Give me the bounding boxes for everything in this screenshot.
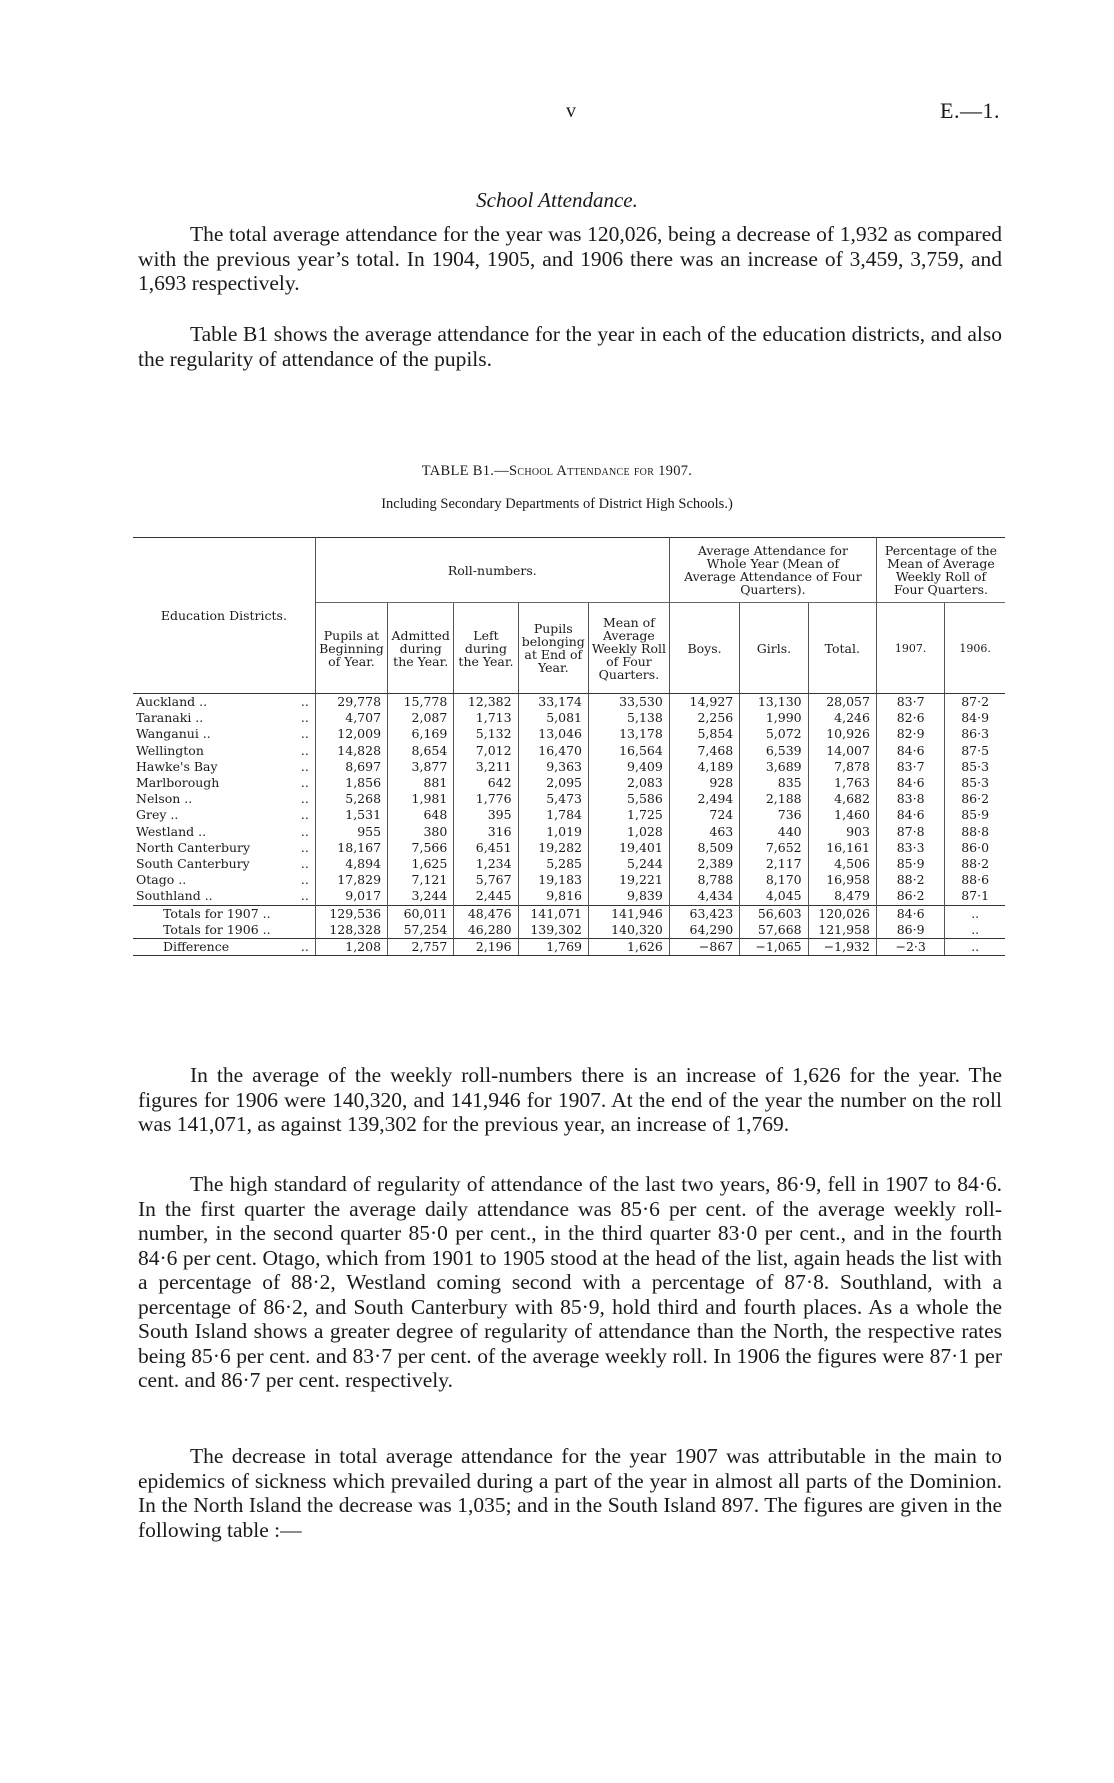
table-row bbox=[133, 726, 1005, 742]
paragraph-decrease: The decrease in total average attendance for the year 1907 was attributable in the main to epidemics of sickness which prevailed during a part of the year in almost all parts of the Dominion. In the North Island the decrease was 1,035; and in the South Island 897. The figures are given in the following table :— bbox=[138, 1444, 1002, 1542]
cell-left: 3,211 bbox=[454, 759, 518, 775]
cell-admitted: 7,566 bbox=[388, 840, 454, 856]
cell-pct-1906: 86·0 bbox=[945, 840, 1005, 856]
district-name-text: Totals for 1907 .. bbox=[163, 905, 271, 921]
cell-belonging-end: 1,769 bbox=[518, 939, 588, 956]
paragraph-roll-numbers: In the average of the weekly roll-numbers there is an increase of 1,626 for the year. The figures for 1906 were 140,320, and 141,946 for 1907. At the end of the year the number on the roll was 141,071, as against 139,302 for the previous year, an increase of 1,769. bbox=[138, 1063, 1002, 1136]
cell-left: 316 bbox=[454, 824, 518, 840]
table-row bbox=[133, 743, 1005, 759]
cell-girls: 57,668 bbox=[740, 922, 808, 939]
cell-mean-weekly: 1,725 bbox=[589, 807, 670, 823]
cell-left: 5,767 bbox=[454, 872, 518, 888]
cell-admitted: 1,625 bbox=[388, 856, 454, 872]
header-districts: Education Districts. bbox=[133, 538, 315, 694]
cell-pct-1906: 86·3 bbox=[945, 726, 1005, 742]
leader-dots: .. bbox=[300, 726, 309, 742]
header-boys: Boys. bbox=[669, 603, 739, 694]
district-name-text: Totals for 1906 .. bbox=[163, 921, 271, 937]
cell-belonging-end: 2,095 bbox=[518, 775, 588, 791]
header-avg-attendance: Average Attendance for Whole Year (Mean of Average Attendance of Four Quarters). bbox=[669, 538, 876, 603]
cell-pct-1906: 87·2 bbox=[945, 694, 1005, 711]
cell-girls: 6,539 bbox=[740, 743, 808, 759]
cell-total: 121,958 bbox=[808, 922, 876, 939]
cell-pupils-beginning: 955 bbox=[315, 824, 387, 840]
cell-belonging-end: 1,784 bbox=[518, 807, 588, 823]
cell-pupils-beginning: 4,894 bbox=[315, 856, 387, 872]
cell-pct-1906: 85·3 bbox=[945, 775, 1005, 791]
cell-admitted: 8,654 bbox=[388, 743, 454, 759]
district-name bbox=[133, 726, 315, 742]
district-name bbox=[133, 856, 315, 872]
cell-mean-weekly: 19,221 bbox=[589, 872, 670, 888]
cell-mean-weekly: 1,028 bbox=[589, 824, 670, 840]
table-row bbox=[133, 939, 1005, 956]
cell-boys: 2,389 bbox=[669, 856, 739, 872]
district-name-text: Wellington bbox=[136, 742, 204, 758]
leader-dots: .. bbox=[300, 939, 309, 955]
district-name bbox=[133, 872, 315, 888]
cell-total: −1,932 bbox=[808, 939, 876, 956]
cell-pct-1907: 82·6 bbox=[876, 710, 944, 726]
cell-total: 120,026 bbox=[808, 905, 876, 922]
district-name-text: North Canterbury bbox=[136, 839, 251, 855]
district-name-text: Grey .. bbox=[136, 807, 179, 823]
cell-pct-1906: .. bbox=[945, 922, 1005, 939]
cell-girls: 13,130 bbox=[740, 694, 808, 711]
cell-pupils-beginning: 1,208 bbox=[315, 939, 387, 956]
cell-pct-1906: 84·9 bbox=[945, 710, 1005, 726]
cell-pupils-beginning: 128,328 bbox=[315, 922, 387, 939]
district-name bbox=[133, 888, 315, 905]
cell-mean-weekly: 5,244 bbox=[589, 856, 670, 872]
cell-left: 48,476 bbox=[454, 905, 518, 922]
leader-dots: .. bbox=[300, 872, 309, 888]
leader-dots: .. bbox=[300, 710, 309, 726]
cell-belonging-end: 9,363 bbox=[518, 759, 588, 775]
cell-pupils-beginning: 5,268 bbox=[315, 791, 387, 807]
cell-pupils-beginning: 17,829 bbox=[315, 872, 387, 888]
district-name-text: Westland .. bbox=[136, 823, 207, 839]
cell-girls: 736 bbox=[740, 807, 808, 823]
table-row bbox=[133, 840, 1005, 856]
page-number: v bbox=[566, 100, 576, 122]
cell-left: 7,012 bbox=[454, 743, 518, 759]
cell-pct-1906: 85·3 bbox=[945, 759, 1005, 775]
paragraph-table-intro: Table B1 shows the average attendance for the year in each of the education districts, and also the regularity of attendance of the pupils. bbox=[138, 322, 1002, 371]
cell-pct-1906: 88·6 bbox=[945, 872, 1005, 888]
cell-admitted: 2,757 bbox=[388, 939, 454, 956]
cell-total: 16,958 bbox=[808, 872, 876, 888]
attendance-table-container bbox=[133, 537, 1005, 956]
district-name bbox=[133, 775, 315, 791]
cell-boys: 463 bbox=[669, 824, 739, 840]
cell-boys: 4,434 bbox=[669, 888, 739, 905]
district-name bbox=[133, 807, 315, 823]
header-girls: Girls. bbox=[740, 603, 808, 694]
attendance-table bbox=[133, 537, 1005, 956]
district-name-text: Hawke's Bay bbox=[136, 758, 218, 774]
cell-mean-weekly: 9,409 bbox=[589, 759, 670, 775]
district-name bbox=[133, 791, 315, 807]
cell-mean-weekly: 141,946 bbox=[589, 905, 670, 922]
cell-boys: 14,927 bbox=[669, 694, 739, 711]
cell-pct-1906: .. bbox=[945, 939, 1005, 956]
cell-admitted: 6,169 bbox=[388, 726, 454, 742]
paragraph-total-attendance: The total average attendance for the year was 120,026, being a decrease of 1,932 as compared with the previous year’s total. In 1904, 1905, and 1906 there was an increase of 3,459, 3,759, and 1,693 respectively. bbox=[138, 222, 1002, 295]
header-admitted: Admitted during the Year. bbox=[388, 603, 454, 694]
cell-boys: −867 bbox=[669, 939, 739, 956]
table-row bbox=[133, 807, 1005, 823]
cell-total: 28,057 bbox=[808, 694, 876, 711]
cell-mean-weekly: 9,839 bbox=[589, 888, 670, 905]
header-belonging-end: Pupils belonging at End of Year. bbox=[518, 603, 588, 694]
cell-boys: 7,468 bbox=[669, 743, 739, 759]
cell-mean-weekly: 16,564 bbox=[589, 743, 670, 759]
cell-boys: 8,509 bbox=[669, 840, 739, 856]
table-subtitle: Including Secondary Departments of District High Schools.) bbox=[381, 496, 733, 512]
leader-dots: .. bbox=[300, 807, 309, 823]
cell-girls: 8,170 bbox=[740, 872, 808, 888]
cell-pct-1907: 88·2 bbox=[876, 872, 944, 888]
cell-girls: 7,652 bbox=[740, 840, 808, 856]
table-row bbox=[133, 922, 1005, 939]
cell-pct-1906: 87·5 bbox=[945, 743, 1005, 759]
cell-girls: 4,045 bbox=[740, 888, 808, 905]
cell-pct-1907: 84·6 bbox=[876, 775, 944, 791]
table-row bbox=[133, 775, 1005, 791]
table-row bbox=[133, 759, 1005, 775]
cell-pupils-beginning: 18,167 bbox=[315, 840, 387, 856]
cell-mean-weekly: 5,138 bbox=[589, 710, 670, 726]
table-row bbox=[133, 872, 1005, 888]
leader-dots: .. bbox=[300, 742, 309, 758]
table-row bbox=[133, 694, 1005, 711]
cell-pupils-beginning: 14,828 bbox=[315, 743, 387, 759]
cell-pct-1907: 83·7 bbox=[876, 759, 944, 775]
cell-mean-weekly: 2,083 bbox=[589, 775, 670, 791]
cell-total: 16,161 bbox=[808, 840, 876, 856]
cell-pct-1907: 84·6 bbox=[876, 807, 944, 823]
cell-pct-1907: 86·9 bbox=[876, 922, 944, 939]
leader-dots: .. bbox=[300, 856, 309, 872]
cell-admitted: 881 bbox=[388, 775, 454, 791]
cell-total: 4,246 bbox=[808, 710, 876, 726]
district-name-text: Auckland .. bbox=[136, 694, 208, 709]
cell-belonging-end: 19,282 bbox=[518, 840, 588, 856]
cell-belonging-end: 9,816 bbox=[518, 888, 588, 905]
cell-boys: 2,256 bbox=[669, 710, 739, 726]
cell-mean-weekly: 5,586 bbox=[589, 791, 670, 807]
cell-admitted: 15,778 bbox=[388, 694, 454, 711]
district-name bbox=[133, 840, 315, 856]
table-title-main: School Attendance for 1907. bbox=[509, 463, 693, 479]
district-name-text: South Canterbury bbox=[136, 856, 250, 872]
header-pupils-beginning: Pupils at Beginning of Year. bbox=[315, 603, 387, 694]
cell-admitted: 60,011 bbox=[388, 905, 454, 922]
cell-boys: 2,494 bbox=[669, 791, 739, 807]
cell-total: 1,460 bbox=[808, 807, 876, 823]
cell-boys: 64,290 bbox=[669, 922, 739, 939]
cell-pupils-beginning: 1,856 bbox=[315, 775, 387, 791]
cell-pupils-beginning: 29,778 bbox=[315, 694, 387, 711]
district-name-text: Wanganui .. bbox=[136, 726, 211, 742]
cell-mean-weekly: 13,178 bbox=[589, 726, 670, 742]
cell-belonging-end: 141,071 bbox=[518, 905, 588, 922]
district-name-text: Marlborough bbox=[136, 775, 220, 791]
district-name bbox=[133, 759, 315, 775]
table-row bbox=[133, 856, 1005, 872]
cell-left: 46,280 bbox=[454, 922, 518, 939]
cell-total: 4,682 bbox=[808, 791, 876, 807]
document-code: E.—1. bbox=[940, 98, 1000, 123]
cell-pct-1907: −2·3 bbox=[876, 939, 944, 956]
district-name bbox=[133, 743, 315, 759]
cell-pupils-beginning: 1,531 bbox=[315, 807, 387, 823]
header-1906: 1906. bbox=[945, 603, 1005, 694]
cell-pct-1907: 87·8 bbox=[876, 824, 944, 840]
cell-girls: 440 bbox=[740, 824, 808, 840]
cell-admitted: 2,087 bbox=[388, 710, 454, 726]
table-title-prefix: TABLE B1.— bbox=[421, 463, 509, 479]
cell-admitted: 3,877 bbox=[388, 759, 454, 775]
cell-belonging-end: 5,285 bbox=[518, 856, 588, 872]
cell-pct-1906: 86·2 bbox=[945, 791, 1005, 807]
cell-pct-1907: 84·6 bbox=[876, 905, 944, 922]
table-row bbox=[133, 710, 1005, 726]
cell-pupils-beginning: 129,536 bbox=[315, 905, 387, 922]
header-mean-weekly: Mean of Average Weekly Roll of Four Quarters. bbox=[589, 603, 670, 694]
table-row bbox=[133, 905, 1005, 922]
header-1907: 1907. bbox=[876, 603, 944, 694]
leader-dots: .. bbox=[300, 775, 309, 791]
cell-pupils-beginning: 8,697 bbox=[315, 759, 387, 775]
cell-pct-1907: 84·6 bbox=[876, 743, 944, 759]
cell-mean-weekly: 19,401 bbox=[589, 840, 670, 856]
cell-pupils-beginning: 12,009 bbox=[315, 726, 387, 742]
leader-dots: .. bbox=[300, 823, 309, 839]
cell-belonging-end: 139,302 bbox=[518, 922, 588, 939]
header-total: Total. bbox=[808, 603, 876, 694]
cell-admitted: 7,121 bbox=[388, 872, 454, 888]
cell-pct-1906: .. bbox=[945, 905, 1005, 922]
district-rows bbox=[133, 694, 1005, 956]
cell-girls: 835 bbox=[740, 775, 808, 791]
cell-pct-1907: 86·2 bbox=[876, 888, 944, 905]
cell-left: 1,776 bbox=[454, 791, 518, 807]
cell-mean-weekly: 140,320 bbox=[589, 922, 670, 939]
leader-dots: .. bbox=[300, 888, 309, 904]
cell-left: 395 bbox=[454, 807, 518, 823]
cell-pct-1906: 85·9 bbox=[945, 807, 1005, 823]
header-roll-numbers: Roll-numbers. bbox=[315, 538, 669, 603]
header-left: Left during the Year. bbox=[454, 603, 518, 694]
cell-admitted: 648 bbox=[388, 807, 454, 823]
cell-belonging-end: 13,046 bbox=[518, 726, 588, 742]
cell-girls: 5,072 bbox=[740, 726, 808, 742]
cell-total: 8,479 bbox=[808, 888, 876, 905]
cell-girls: −1,065 bbox=[740, 939, 808, 956]
cell-pct-1907: 83·7 bbox=[876, 694, 944, 711]
district-name bbox=[133, 905, 315, 922]
cell-left: 6,451 bbox=[454, 840, 518, 856]
cell-belonging-end: 5,081 bbox=[518, 710, 588, 726]
district-name bbox=[133, 939, 315, 956]
cell-total: 14,007 bbox=[808, 743, 876, 759]
cell-girls: 2,117 bbox=[740, 856, 808, 872]
leader-dots: .. bbox=[300, 791, 309, 807]
cell-admitted: 3,244 bbox=[388, 888, 454, 905]
cell-admitted: 1,981 bbox=[388, 791, 454, 807]
cell-total: 7,878 bbox=[808, 759, 876, 775]
cell-total: 10,926 bbox=[808, 726, 876, 742]
cell-boys: 5,854 bbox=[669, 726, 739, 742]
cell-pct-1906: 87·1 bbox=[945, 888, 1005, 905]
cell-left: 2,196 bbox=[454, 939, 518, 956]
cell-pct-1907: 83·3 bbox=[876, 840, 944, 856]
district-name-text: Otago .. bbox=[136, 872, 187, 888]
cell-pct-1906: 88·2 bbox=[945, 856, 1005, 872]
cell-boys: 928 bbox=[669, 775, 739, 791]
cell-belonging-end: 1,019 bbox=[518, 824, 588, 840]
cell-boys: 4,189 bbox=[669, 759, 739, 775]
cell-girls: 2,188 bbox=[740, 791, 808, 807]
cell-pct-1906: 88·8 bbox=[945, 824, 1005, 840]
cell-mean-weekly: 33,530 bbox=[589, 694, 670, 711]
cell-left: 1,713 bbox=[454, 710, 518, 726]
district-name-text: Nelson .. bbox=[136, 791, 193, 807]
cell-belonging-end: 19,183 bbox=[518, 872, 588, 888]
cell-admitted: 380 bbox=[388, 824, 454, 840]
table-row bbox=[133, 791, 1005, 807]
cell-left: 2,445 bbox=[454, 888, 518, 905]
cell-admitted: 57,254 bbox=[388, 922, 454, 939]
cell-girls: 56,603 bbox=[740, 905, 808, 922]
table-row bbox=[133, 824, 1005, 840]
paragraph-regularity: The high standard of regularity of attendance of the last two years, 86·9, fell in 1907 to 84·6. In the first quarter the average daily attendance was 85·6 per cent. of the average weekly roll-number, in the second quarter 85·0 per cent., in the third quarter 83·0 per cent., and in the fourth 84·6 per cent. Otago, which from 1901 to 1905 stood at the head of the list, again heads the list with a percentage of 88·2, Westland coming second with a percentage of 87·8. Southland, with a percentage of 86·2, and South Canterbury with 85·9, hold third and fourth places. As a whole the South Island shows a greater degree of regularity of attendance than the North, the respective rates being 85·6 per cent. and 83·7 per cent. of the average weekly roll. In 1906 the figures were 87·1 per cent. and 86·7 per cent. respectively. bbox=[138, 1172, 1002, 1392]
district-name-text: Southland .. bbox=[136, 888, 213, 904]
section-title: School Attendance. bbox=[476, 188, 638, 212]
leader-dots: .. bbox=[300, 694, 309, 709]
cell-left: 5,132 bbox=[454, 726, 518, 742]
district-name bbox=[133, 824, 315, 840]
cell-total: 4,506 bbox=[808, 856, 876, 872]
cell-pupils-beginning: 9,017 bbox=[315, 888, 387, 905]
cell-pct-1907: 85·9 bbox=[876, 856, 944, 872]
cell-boys: 724 bbox=[669, 807, 739, 823]
cell-pct-1907: 83·8 bbox=[876, 791, 944, 807]
leader-dots: .. bbox=[300, 758, 309, 774]
cell-total: 1,763 bbox=[808, 775, 876, 791]
leader-dots: .. bbox=[300, 839, 309, 855]
header-percentage: Percentage of the Mean of Average Weekly Roll of Four Quarters. bbox=[876, 538, 1005, 603]
cell-left: 12,382 bbox=[454, 694, 518, 711]
district-name bbox=[133, 710, 315, 726]
cell-boys: 63,423 bbox=[669, 905, 739, 922]
cell-belonging-end: 5,473 bbox=[518, 791, 588, 807]
table-title bbox=[0, 463, 1114, 480]
district-name-text: Difference bbox=[163, 939, 230, 955]
cell-pct-1907: 82·9 bbox=[876, 726, 944, 742]
cell-mean-weekly: 1,626 bbox=[589, 939, 670, 956]
cell-girls: 3,689 bbox=[740, 759, 808, 775]
cell-pupils-beginning: 4,707 bbox=[315, 710, 387, 726]
cell-boys: 8,788 bbox=[669, 872, 739, 888]
cell-left: 642 bbox=[454, 775, 518, 791]
district-name-text: Taranaki .. bbox=[136, 710, 204, 726]
cell-belonging-end: 16,470 bbox=[518, 743, 588, 759]
cell-left: 1,234 bbox=[454, 856, 518, 872]
cell-girls: 1,990 bbox=[740, 710, 808, 726]
district-name bbox=[133, 694, 315, 711]
table-row bbox=[133, 888, 1005, 905]
cell-total: 903 bbox=[808, 824, 876, 840]
district-name bbox=[133, 922, 315, 939]
cell-belonging-end: 33,174 bbox=[518, 694, 588, 711]
